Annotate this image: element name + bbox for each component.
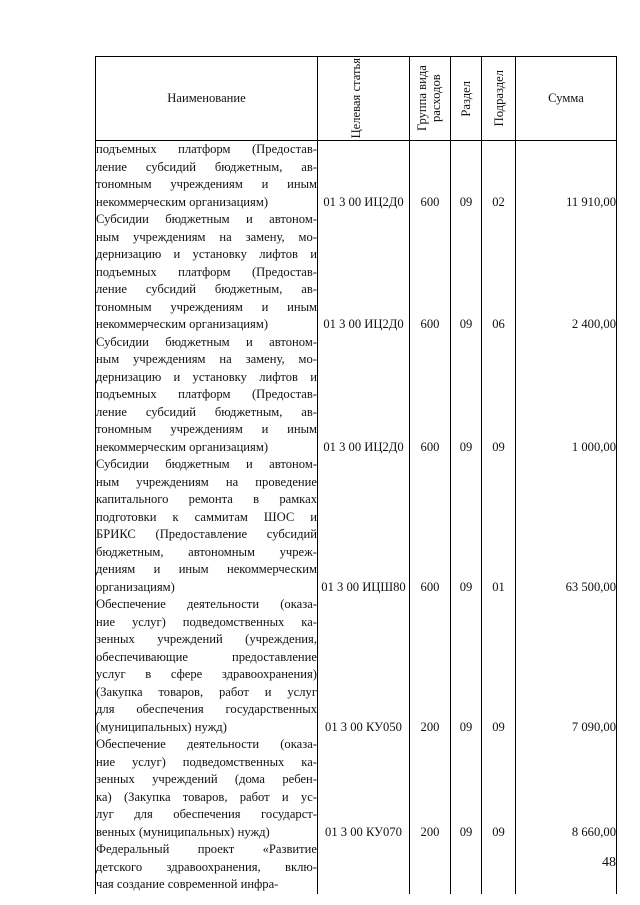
row-name-line: Субсидии бюджетным и автоном-: [96, 212, 317, 226]
row-name-line: организациям): [96, 579, 175, 594]
row-subsection: 06: [482, 211, 516, 334]
row-name-line: для обеспечения государственных: [96, 702, 317, 716]
row-subsection: 09: [482, 596, 516, 736]
row-amount: 7 090,00: [516, 596, 617, 736]
row-name-line: подъемных платформ (Предостав-: [96, 387, 317, 401]
row-name-line: тономным учреждениям и иным: [96, 299, 317, 314]
row-name-line: ным учреждениям на замену, мо-: [96, 229, 317, 244]
row-name-line: ние услуг) подведомственных ка-: [96, 754, 317, 769]
row-name-line: обеспечивающие предоставление: [96, 649, 317, 664]
row-name-line: Субсидии бюджетным и автоном-: [96, 457, 317, 471]
row-name-line: подготовки к саммитам ШОС и: [96, 509, 317, 524]
row-name-cell: [96, 211, 318, 334]
row-amount: 63 500,00: [516, 456, 617, 596]
row-name-line: ление субсидий бюджетным, ав-: [96, 159, 317, 174]
row-target-article: 01 3 00 КУ070: [318, 736, 410, 841]
table-row: [96, 211, 617, 334]
row-name-line: подъемных платформ (Предостав-: [96, 264, 317, 279]
row-target-article: 01 3 00 ИЦ2Д0: [318, 211, 410, 334]
table-row: [96, 841, 617, 894]
row-name-line: Федеральный проект «Развитие: [96, 842, 317, 856]
row-name-line: Субсидии бюджетным и автоном-: [96, 334, 317, 349]
row-section: 09: [451, 456, 482, 596]
row-name-line: ка) (Закупка товаров, работ и ус-: [96, 789, 317, 804]
row-target-article: 01 3 00 ИЦ2Д0: [318, 334, 410, 457]
row-name-line: капитального ремонта в рамках: [96, 492, 317, 506]
row-section: [451, 841, 482, 894]
row-section: 09: [451, 334, 482, 457]
row-expense-group: 200: [410, 736, 451, 841]
row-name-line: дениям и иным некоммерческим: [96, 562, 317, 576]
row-expense-group: 600: [410, 211, 451, 334]
row-target-article: 01 3 00 ИЦШ80: [318, 456, 410, 596]
row-name-line: (муниципальных) нужд): [96, 719, 227, 734]
row-name-cell: [96, 141, 318, 212]
row-target-article: 01 3 00 КУ050: [318, 596, 410, 736]
row-subsection: 01: [482, 456, 516, 596]
row-name-line: (Закупка товаров, работ и услуг: [96, 684, 317, 699]
row-name-line: некоммерческим организациям): [96, 194, 269, 209]
row-name-line: ным учреждениям на проведение: [96, 474, 317, 489]
row-subsection: 02: [482, 141, 516, 212]
header-section: Раздел: [451, 57, 482, 141]
row-name-line: некоммерческим организациям): [96, 317, 269, 331]
row-name-line: ние услуг) подведомственных ка-: [96, 614, 317, 629]
row-name-line: зенных учреждений (дома ребен-: [96, 772, 317, 786]
row-name-line: некоммерческим организациям): [96, 439, 269, 454]
table-header-row: [96, 57, 617, 141]
row-name-line: Обеспечение деятельности (оказа-: [96, 737, 317, 751]
row-name-line: дернизацию и установку лифтов и: [96, 369, 317, 384]
row-name-line: Обеспечение деятельности (оказа-: [96, 597, 317, 611]
row-name-line: тономным учреждениям и иным: [96, 422, 317, 436]
row-name-line: зенных учреждений (учреждения,: [96, 632, 317, 646]
row-name-line: ным учреждениям на замену, мо-: [96, 352, 317, 366]
row-section: 09: [451, 141, 482, 212]
row-name-line: чая создание современной инфра-: [96, 877, 279, 891]
row-target-article: [318, 841, 410, 894]
budget-table: [95, 56, 617, 894]
page-number: 48: [602, 855, 616, 870]
row-amount: 11 910,00: [516, 141, 617, 212]
row-name-line: дернизацию и установку лифтов и: [96, 247, 317, 261]
row-name-line: ление субсидий бюджетным, ав-: [96, 282, 317, 296]
row-expense-group: [410, 841, 451, 894]
row-section: 09: [451, 596, 482, 736]
row-expense-group: 600: [410, 334, 451, 457]
header-subsection: Подраздел: [482, 57, 516, 141]
header-target-article: Целевая статья: [318, 57, 410, 141]
header-expense-group: Группа вида расходов: [410, 57, 451, 141]
table-row: [96, 596, 617, 736]
row-section: 09: [451, 211, 482, 334]
header-amount: Сумма: [516, 57, 617, 141]
table-row: [96, 141, 617, 212]
table-row: [96, 456, 617, 596]
row-name-line: БРИКС (Предоставление субсидий: [96, 527, 317, 541]
table-row: [96, 736, 617, 841]
row-amount: 1 000,00: [516, 334, 617, 457]
row-name-line: луг для обеспечения государст-: [96, 807, 317, 821]
row-section: 09: [451, 736, 482, 841]
row-name-cell: [96, 596, 318, 736]
header-name: Наименование: [96, 57, 318, 141]
row-subsection: [482, 841, 516, 894]
row-expense-group: 600: [410, 456, 451, 596]
row-name-line: венных (муниципальных) нужд): [96, 824, 270, 839]
row-name-cell: [96, 841, 318, 894]
row-name-line: детского здравоохранения, вклю-: [96, 859, 317, 874]
row-name-line: бюджетным, автономным учреж-: [96, 544, 317, 559]
row-name-line: ление субсидий бюджетным, ав-: [96, 404, 317, 419]
row-name-cell: [96, 456, 318, 596]
row-name-line: подъемных платформ (Предостав-: [96, 142, 317, 156]
table-body: [96, 141, 617, 894]
row-expense-group: 200: [410, 596, 451, 736]
row-name-cell: [96, 334, 318, 457]
row-amount: 2 400,00: [516, 211, 617, 334]
row-expense-group: 600: [410, 141, 451, 212]
table-row: [96, 334, 617, 457]
row-name-cell: [96, 736, 318, 841]
row-name-line: тономным учреждениям и иным: [96, 177, 317, 191]
row-subsection: 09: [482, 334, 516, 457]
row-amount: 8 660,00: [516, 736, 617, 841]
row-subsection: 09: [482, 736, 516, 841]
row-name-line: услуг в сфере здравоохранения): [96, 667, 317, 681]
row-target-article: 01 3 00 ИЦ2Д0: [318, 141, 410, 212]
